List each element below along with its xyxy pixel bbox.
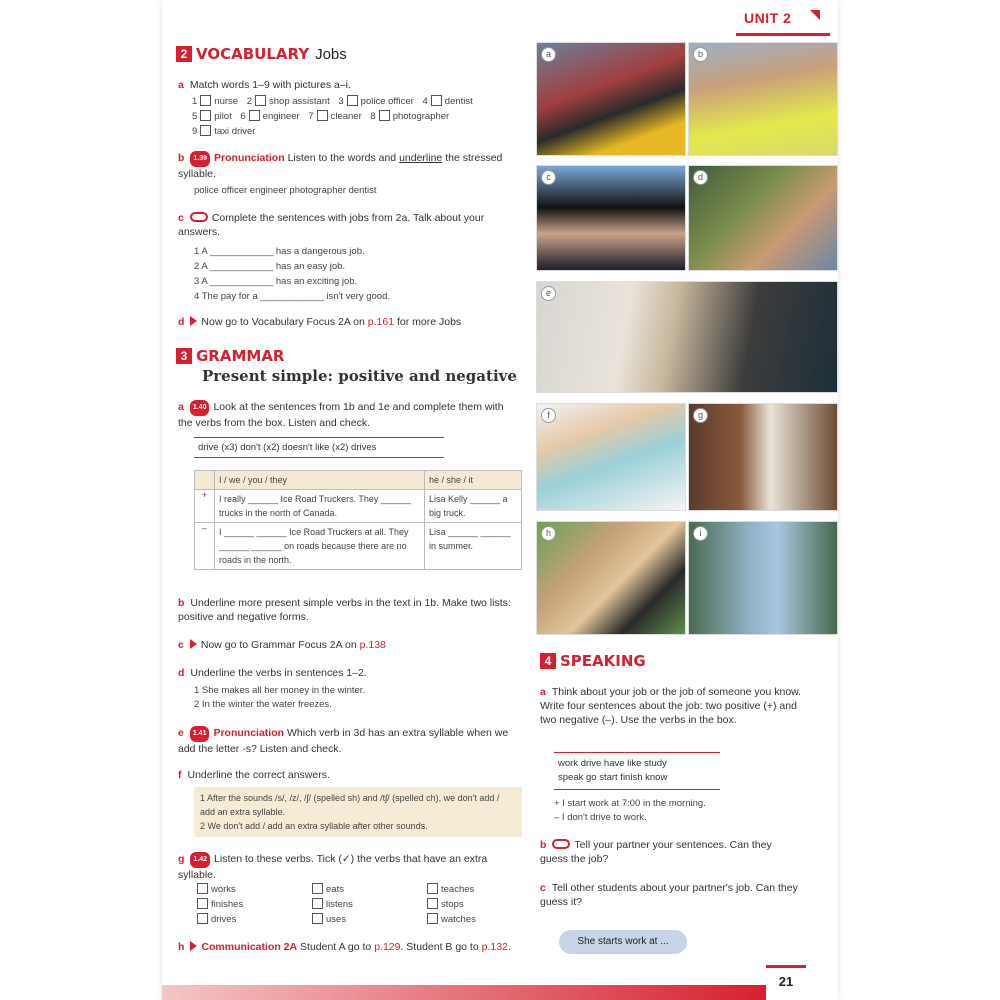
answer-checkbox[interactable] [200,95,211,106]
vocab-d: d Now go to Vocabulary Focus 2A on p.161 for more Jobs [178,316,462,328]
textbook-page [162,0,838,1000]
sentence-line: 3 A ____________ has an exciting job. [194,276,358,287]
photo-taxi-driver: a [536,42,686,156]
grammar-table [194,470,522,570]
sentence-line: 2 A ____________ has an easy job. [194,261,346,272]
answer-checkbox[interactable] [379,110,390,121]
grammar-d: d Underline the verbs in sentences 1–2. [178,667,367,679]
table-header: he / she / it [429,475,474,485]
communication-link-b[interactable]: p.132 [481,941,508,953]
grammar-c: c Now go to Grammar Focus 2A on p.138 [178,639,386,651]
communication-link-a[interactable]: p.129 [374,941,401,953]
grammar-f: f Underline the correct answers. [178,769,330,781]
speaking-verb-box: work drive have like study speak go start finish know [554,752,720,790]
section-title: VOCABULARY [196,45,310,63]
speech-bubble-icon [552,839,570,849]
photo-engineer: b [688,42,838,156]
speaking-a: a Think about your job or the job of someone you know. Write four sentences about the job: two positive (+) and two negative (–). Use the verbs in the box. [540,686,802,726]
left-margin [0,0,162,1000]
verb-sentences: 1 She makes all her money in the winter. 2 In the winter the water freezes. [194,685,366,710]
pronunciation-words: police officer engineer photographer dentist [194,185,377,196]
answer-checkbox[interactable] [255,95,266,106]
corner-triangle-icon [810,10,820,20]
vocab-c: c Complete the sentences with jobs from 2a. Talk about your answers. [178,212,485,238]
item-letter: a [178,79,184,91]
bottom-band [162,985,766,1000]
speaking-examples: + I start work at 7:00 in the morning. – I don't drive to work. [554,798,706,823]
table-row: + I really ______ Ice Road Truckers. They ______ trucks in the north of Canada. Lisa Kelly ______ a big truck. [195,489,521,522]
right-margin [838,0,1000,1000]
grammar-a: a 1.40 Look at the sentences from 1b and 1e and complete them with the verbs from the box. Listen and check. [178,401,504,429]
answer-checkbox[interactable] [431,95,442,106]
mirrored-title: Do you have a dream job? [512,18,688,35]
table-header: I / we / you / they [215,471,425,489]
answer-checkbox[interactable] [347,95,358,106]
section-number: 2 [176,46,192,62]
answer-checkbox[interactable] [249,110,260,121]
photo-cleaner: g [688,403,838,511]
arrow-icon [190,941,197,951]
unit-label: UNIT 2 [744,10,792,26]
arrow-icon [190,316,197,326]
vocab-a [178,78,518,92]
table-row: – I ______ ______ Ice Road Truckers at all. They ______ ______ on roads because there are no roads in the north. Lisa ______ ______ in summer. [195,522,521,569]
vocabulary-heading [176,45,347,63]
grammar-focus-link[interactable]: p.138 [359,639,386,651]
sentence-list [194,244,514,304]
audio-icon[interactable]: 1.42 [190,852,210,868]
grammar-subheading: Present simple: positive and negative [202,367,517,385]
rule-note: 1 After the sounds /s/, /z/, /ʃ/ (spelled sh) and /tʃ/ (spelled ch), we don't add / add an extra syllable. 2 We don't add / add an extra syllable after other sounds. [194,787,522,837]
arrow-icon [190,639,197,649]
audio-icon[interactable]: 1.41 [190,726,210,742]
sentence-line: 4 The pay for a ____________ isn't very good. [194,291,391,302]
speaking-c: c Tell other students about your partner's job. Can they guess it? [540,882,798,908]
vocab-b: b 1.39 Pronunciation Listen to the words and underline the stressed syllable. [178,152,503,180]
tick-verbs: works eats teaches finishes listens stops drives uses watches [194,882,514,927]
photo-pilot: e [536,281,838,393]
speaking-heading: 4 SPEAKING [540,652,646,670]
sentence-line: 1 A ____________ has a dangerous job. [194,246,365,257]
grammar-e: e 1.41 Pronunciation Which verb in 3d has an extra syllable when we add the letter -s? Listen and check. [178,727,509,755]
audio-icon[interactable]: 1.40 [190,400,210,416]
speech-bubble-icon [190,212,208,222]
grammar-h: h Communication 2A Student A go to p.129. Student B go to p.132. [178,941,511,953]
photo-dentist: f [536,403,686,511]
section-subtitle: Jobs [315,45,347,63]
speaking-b: b Tell your partner your sentences. Can they guess the job? [540,839,772,865]
example-speech-bubble: She starts work at ... [559,930,687,954]
verb-box: drive (x3) don't (x2) doesn't like (x2) drives [194,437,444,458]
photo-shop-assistant: d [688,165,838,271]
instruction-text: Match words 1–9 with pictures a–i. [189,79,351,91]
answer-checkbox[interactable] [200,125,211,136]
grammar-heading: 3 GRAMMAR [176,347,284,365]
audio-icon[interactable]: 1.39 [190,151,210,167]
photo-nurse: i [688,521,838,635]
answer-checkbox[interactable] [200,110,211,121]
photo-photographer: h [536,521,686,635]
photo-police-officer: c [536,165,686,271]
grammar-g: g 1.42 Listen to these verbs. Tick (✓) the verbs that have an extra syllable. [178,853,488,881]
vocab-focus-link[interactable]: p.161 [367,316,395,328]
answer-checkbox[interactable] [317,110,328,121]
word-list: 1 nurse 2 shop assistant 3 police officer 4 dentist 5 pilot 6 engineer 7 cleaner 8 photographer 9 taxi driver [192,96,473,137]
grammar-b: b Underline more present simple verbs in the text in 1b. Make two lists: positive and negative forms. [178,597,511,623]
page-number: 21 [766,965,806,1000]
unit-tab [736,0,830,36]
